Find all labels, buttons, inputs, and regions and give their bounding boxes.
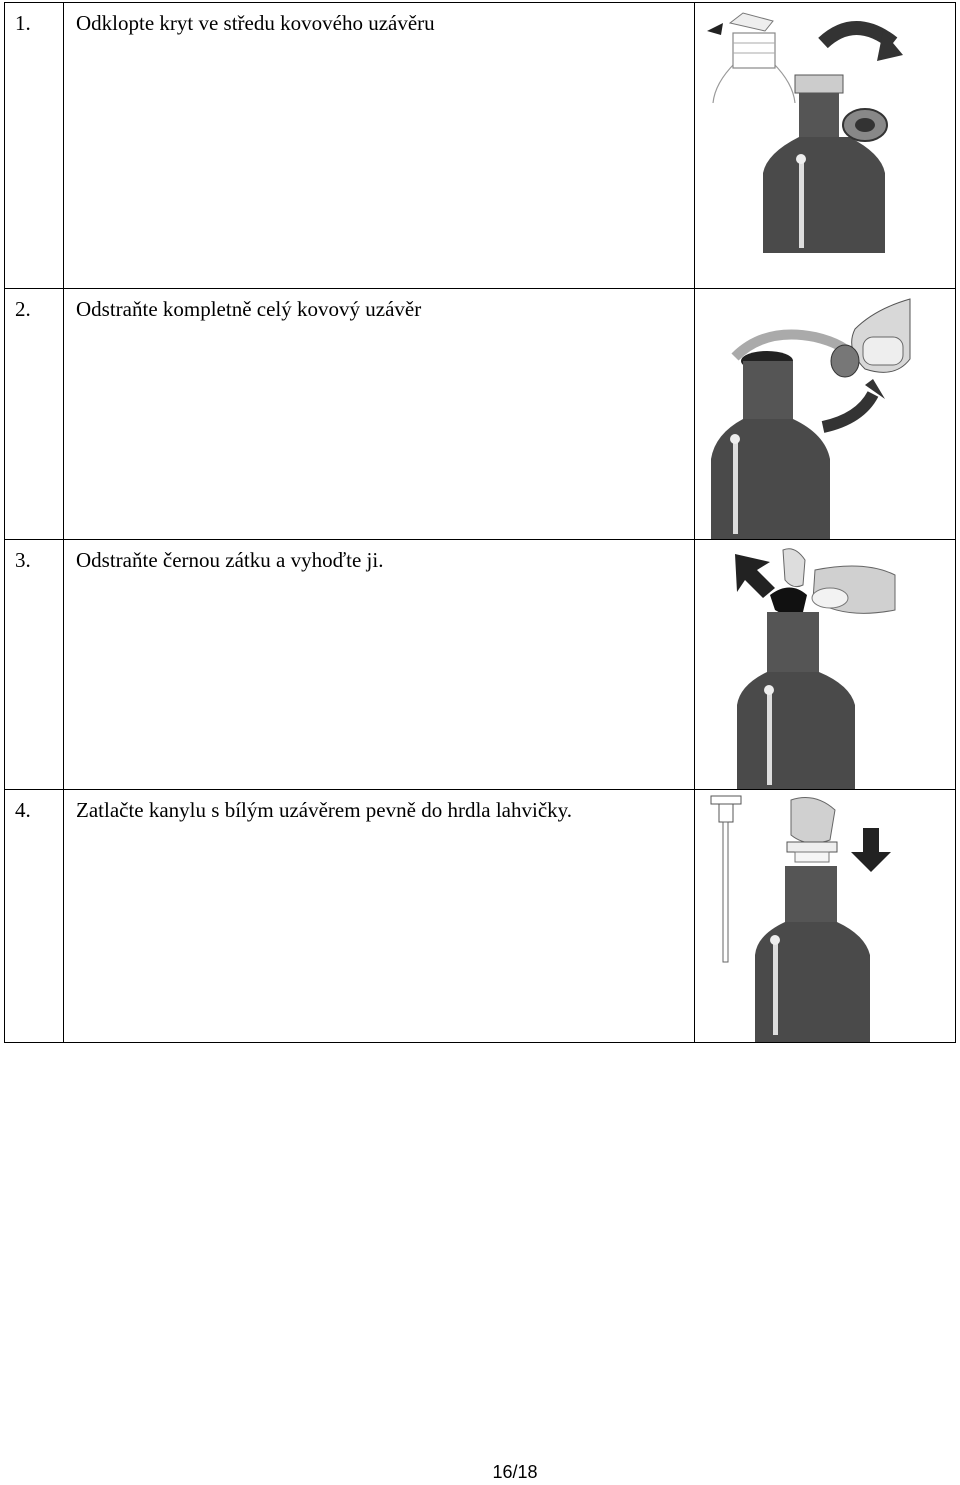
step-illustration-cell [695,540,956,790]
step-number: 1. [5,3,64,289]
step-number: 4. [5,790,64,1043]
step-text-label: Odstraňte černou zátku a vyhoďte ji. [76,548,384,572]
step-row [5,540,956,790]
step-text [64,289,695,540]
step-illustration-cell [695,289,956,540]
step-row [5,289,956,540]
bottle-remove-stopper-illustration [695,540,955,790]
step-text [64,3,695,289]
instruction-table [4,2,956,1043]
bottle-flip-cap-illustration [695,3,955,289]
step-illustration-cell [695,790,956,1043]
step-row [5,3,956,289]
step-number: 2. [5,289,64,540]
step-text-label: Odklopte kryt ve středu kovového uzávěru [76,11,435,35]
step-illustration-cell [695,3,956,289]
step-text-label: Zatlačte kanylu s bílým uzávěrem pevně do hrdla lahvičky. [76,798,573,822]
bottle-remove-metal-cap-illustration [695,289,955,540]
step-text-label: Odstraňte kompletně celý kovový uzávěr [76,297,422,321]
page-number: 16/18 [492,1462,538,1482]
step-text [64,540,695,790]
step-text [64,790,695,1043]
step-number: 3. [5,540,64,790]
step-row [5,790,956,1043]
bottle-insert-cannula-illustration [695,790,955,1043]
